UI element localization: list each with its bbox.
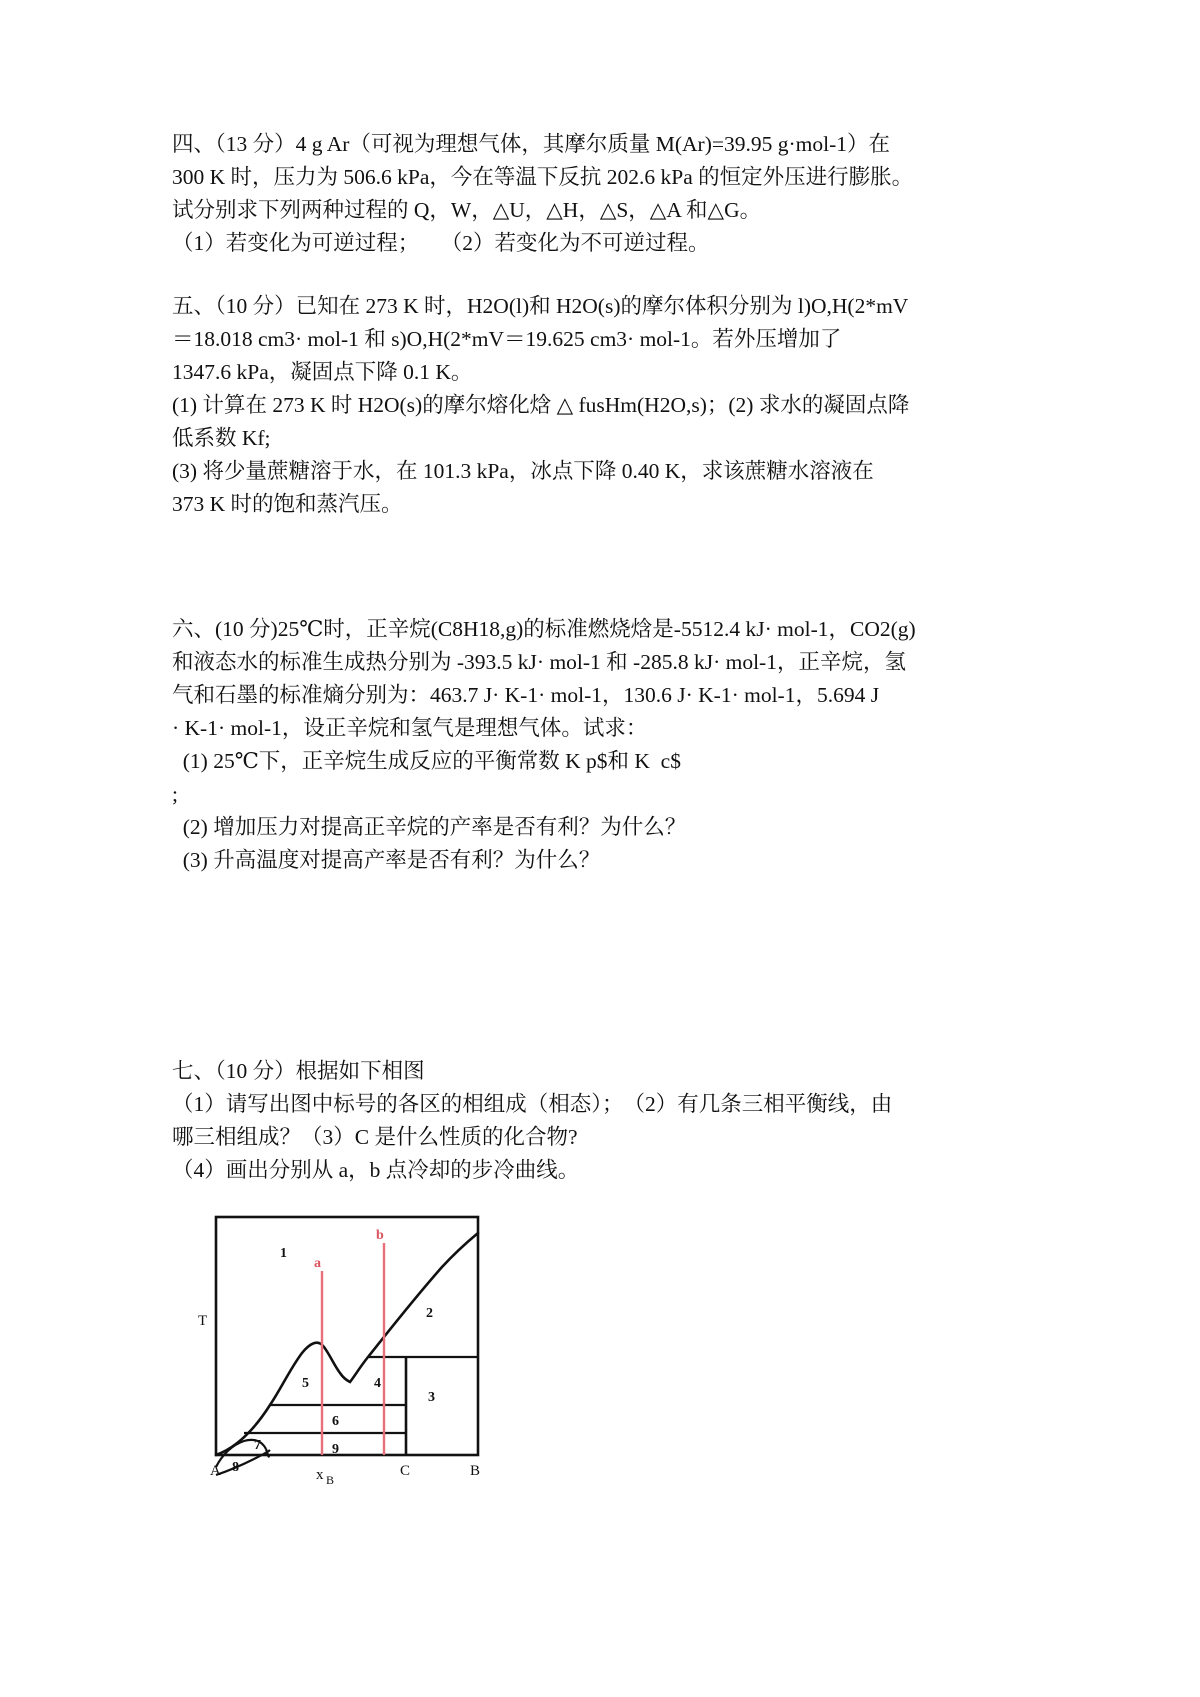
- question-7-heading: 七、（10 分）根据如下相图: [172, 1059, 425, 1083]
- question-7-line-1: （1）请写出图中标号的各区的相组成（相态）； （2）有几条三相平衡线，由: [172, 1092, 893, 1116]
- question-5-line-4: 低系数 Kf;: [172, 426, 271, 450]
- question-4-line-2: 试分别求下列两种过程的 Q，W，△U，△H，△S，△A 和△G。: [172, 198, 762, 222]
- cooling-label-b: b: [376, 1228, 384, 1243]
- phase-diagram-figure: [198, 1209, 498, 1484]
- region-label-2: 2: [426, 1306, 433, 1321]
- spacer: [172, 995, 962, 1055]
- region-label-8: 8: [232, 1460, 239, 1475]
- spacer: [172, 521, 962, 613]
- question-4-line-1: 300 K 时，压力为 506.6 kPa，今在等温下反抗 202.6 kPa 的恒定外压进行膨胀。: [172, 165, 914, 189]
- question-4-heading: 四、（13 分）4 g Ar（可视为理想气体，其摩尔质量 M(Ar)=39.95 g·mol-1）在: [172, 132, 891, 156]
- question-4-line-3: （1）若变化为可逆过程； （2）若变化为不可逆过程。: [172, 231, 710, 255]
- question-block-4: [172, 128, 962, 260]
- question-7-line-2: 哪三相组成？（3）C 是什么性质的化合物?: [172, 1125, 578, 1149]
- question-6-subitem-1: (1) 25℃下，正辛烷生成反应的平衡常数 K p$和 K c$: [172, 749, 681, 773]
- spacer: [172, 877, 962, 995]
- x-axis-label-A: A: [210, 1463, 221, 1479]
- question-block-7: [172, 1055, 962, 1187]
- question-5-heading: 五、（10 分）已知在 273 K 时，H2O(l)和 H2O(s)的摩尔体积分别为 l)O,H(2*mV: [172, 294, 909, 318]
- question-5-line-3: (1) 计算在 273 K 时 H2O(s)的摩尔熔化焓 △ fusHm(H2O,s)；(2) 求水的凝固点降: [172, 393, 910, 417]
- x-axis-label-C: C: [400, 1463, 411, 1479]
- x-axis-label-x-subscript: B: [326, 1473, 335, 1484]
- question-content: [172, 128, 962, 1484]
- region-label-5: 5: [302, 1376, 309, 1391]
- question-6-subitem-2: (2) 增加压力对提高正辛烷的产率是否有利？为什么？: [172, 815, 687, 839]
- x-axis-label-x: x: [316, 1467, 324, 1483]
- question-6-line-3: · K-1· mol-1，设正辛烷和氢气是理想气体。试求：: [172, 716, 648, 740]
- phase-diagram-svg: [198, 1209, 498, 1484]
- region-label-1: 1: [280, 1246, 287, 1261]
- question-block-6: [172, 613, 962, 877]
- question-6-semicolon: ;: [172, 782, 178, 806]
- y-axis-label: T: [198, 1313, 208, 1329]
- region-label-3: 3: [428, 1390, 435, 1405]
- question-6-line-1: 和液态水的标准生成热分别为 -393.5 kJ· mol-1 和 -285.8 kJ· mol-1，正辛烷，氢: [172, 650, 906, 674]
- question-6-subitem-3: (3) 升高温度对提高产率是否有利？为什么？: [172, 848, 601, 872]
- spacer: [172, 1187, 962, 1209]
- question-5-line-6: 373 K 时的饱和蒸汽压。: [172, 492, 403, 516]
- x-axis-label-B: B: [470, 1463, 481, 1479]
- question-5-line-2: 1347.6 kPa，凝固点下降 0.1 K。: [172, 360, 473, 384]
- cooling-label-a: a: [314, 1256, 321, 1271]
- region-label-7: 7: [254, 1438, 261, 1453]
- question-6-line-2: 气和石墨的标准熵分别为：463.7 J· K-1· mol-1，130.6 J· K-1· mol-1，5.694 J: [172, 683, 880, 707]
- spacer: [172, 260, 962, 290]
- question-6-heading: 六、(10 分)25℃时，正辛烷(C8H18,g)的标准燃烧焓是-5512.4 kJ· mol-1，CO2(g): [172, 617, 916, 641]
- question-7-line-3: （4）画出分别从 a，b 点冷却的步冷曲线。: [172, 1158, 580, 1182]
- question-block-5: [172, 290, 962, 521]
- question-5-line-1: ＝18.018 cm3· mol-1 和 s)O,H(2*mV＝19.625 cm3· mol-1。若外压增加了: [172, 327, 842, 351]
- question-5-line-5: (3) 将少量蔗糖溶于水，在 101.3 kPa，冰点下降 0.40 K，求该蔗糖水溶液在: [172, 459, 874, 483]
- region-label-9: 9: [332, 1442, 339, 1457]
- region-label-6: 6: [332, 1414, 339, 1429]
- plot-frame: [216, 1217, 478, 1455]
- region-label-4: 4: [374, 1376, 381, 1391]
